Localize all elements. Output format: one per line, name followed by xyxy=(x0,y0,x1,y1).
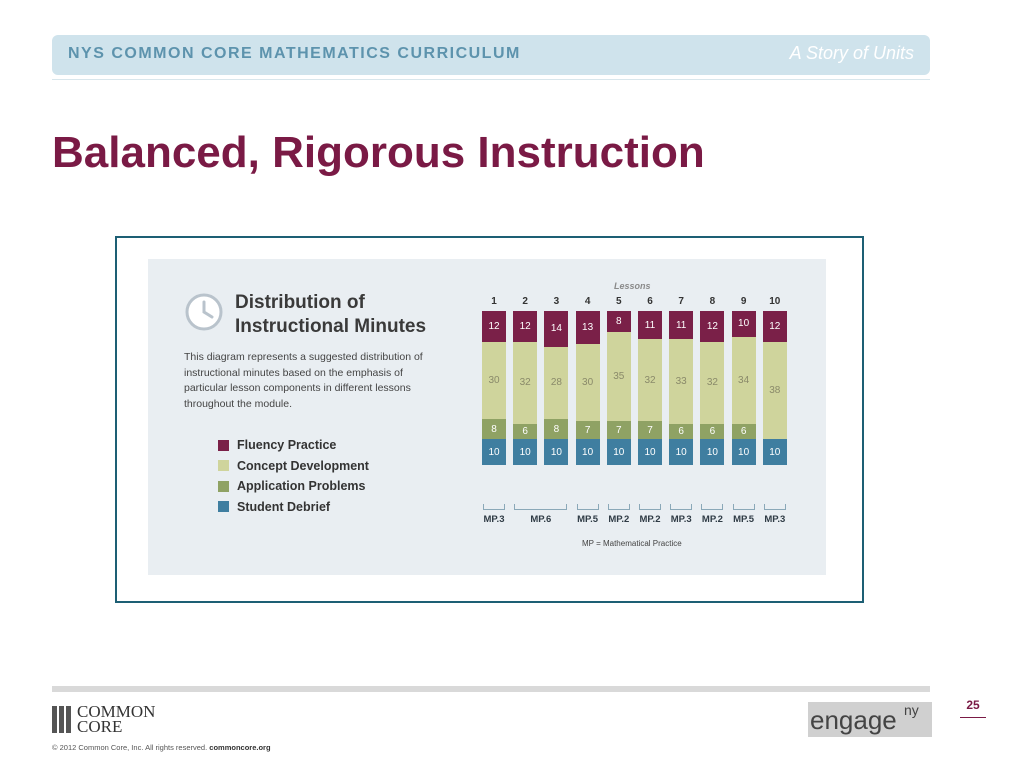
lesson-number: 3 xyxy=(553,296,560,307)
legend-swatch xyxy=(218,440,229,451)
lesson-number: 1 xyxy=(491,296,497,307)
legend-item xyxy=(218,456,369,477)
bar-segment: 11 xyxy=(669,311,693,339)
copyright-text xyxy=(52,743,271,752)
bar-lesson-1 xyxy=(482,311,506,465)
legend-item xyxy=(218,476,369,497)
bar-lesson-9 xyxy=(732,311,756,465)
engage-ny-logo xyxy=(808,702,932,737)
bar-segment: 30 xyxy=(482,342,506,419)
legend-label: Concept Development xyxy=(237,458,369,473)
chart-legend xyxy=(218,435,369,517)
logo-line2: CORE xyxy=(77,717,123,736)
header-divider xyxy=(52,79,930,80)
bar-segment: 34 xyxy=(732,337,756,424)
mp-footnote: MP = Mathematical Practice xyxy=(582,539,682,548)
lesson-number: 10 xyxy=(769,296,781,307)
bar-segment: 6 xyxy=(700,424,724,439)
mp-label: MP.2 xyxy=(639,514,661,525)
common-core-logo xyxy=(52,704,155,734)
legend-item xyxy=(218,435,369,456)
bar-segment: 10 xyxy=(482,439,506,465)
figure-title-line1: Distribution of xyxy=(235,292,365,313)
mp-bracket xyxy=(670,504,692,510)
lesson-number: 5 xyxy=(616,296,622,307)
bar-segment: 35 xyxy=(607,332,631,422)
lesson-number: 6 xyxy=(647,296,653,307)
mp-bracket xyxy=(701,504,723,510)
mp-label: MP.6 xyxy=(530,514,552,525)
mp-bracket xyxy=(608,504,630,510)
bar-lesson-5 xyxy=(607,311,631,465)
mp-label: MP.2 xyxy=(701,514,723,525)
bar-segment: 10 xyxy=(732,439,756,465)
mp-label: MP.5 xyxy=(733,514,755,525)
bar-lesson-7 xyxy=(669,311,693,465)
bar-segment: 12 xyxy=(763,311,787,342)
mp-bracket xyxy=(577,504,599,510)
bar-segment: 10 xyxy=(763,439,787,465)
legend-label: Fluency Practice xyxy=(237,438,337,453)
bar-segment: 8 xyxy=(482,419,506,440)
figure-title-line2: Instructional Minutes xyxy=(235,316,427,337)
figure-title xyxy=(235,291,426,339)
lessons-label: Lessons xyxy=(614,281,651,291)
bar-segment: 12 xyxy=(513,311,537,342)
legend-swatch xyxy=(218,460,229,471)
story-subtitle: A Story of Units xyxy=(789,43,914,63)
bar-segment: 33 xyxy=(669,339,693,424)
mp-bracket xyxy=(483,504,505,510)
lesson-number: 2 xyxy=(522,296,528,307)
bar-segment: 10 xyxy=(638,439,662,465)
curriculum-title: NYS COMMON CORE MATHEMATICS CURRICULUM xyxy=(68,45,521,62)
bar-lesson-6 xyxy=(638,311,662,465)
legend-item xyxy=(218,497,369,518)
bar-lesson-2 xyxy=(513,311,537,465)
legend-swatch xyxy=(218,481,229,492)
mp-bracket xyxy=(764,504,786,510)
common-core-logo-icon xyxy=(52,706,71,733)
bar-segment: 12 xyxy=(482,311,506,342)
lesson-number: 8 xyxy=(709,296,716,307)
bar-segment: 11 xyxy=(638,311,662,339)
bar-segment: 14 xyxy=(544,311,568,347)
mp-label: MP.3 xyxy=(764,514,786,525)
mp-label: MP.3 xyxy=(483,514,505,525)
bar-segment: 28 xyxy=(544,347,568,419)
bar-segment: 10 xyxy=(544,439,568,465)
mp-label: MP.5 xyxy=(577,514,599,525)
engage-logo-sup: ny xyxy=(904,702,919,718)
bar-segment: 7 xyxy=(576,421,600,439)
common-core-logo-text xyxy=(77,704,155,734)
bar-segment: 12 xyxy=(700,311,724,342)
bar-segment: 10 xyxy=(576,439,600,465)
header-bar xyxy=(52,35,930,75)
lesson-number: 4 xyxy=(584,296,591,307)
bar-lesson-10 xyxy=(763,311,787,465)
copyright-notice: © 2012 Common Core, Inc. All rights reserved. xyxy=(52,743,208,752)
engage-logo-text: engage xyxy=(810,705,897,735)
bar-segment: 10 xyxy=(607,439,631,465)
bar-segment: 32 xyxy=(638,339,662,421)
bar-segment: 10 xyxy=(669,439,693,465)
bar-segment: 10 xyxy=(700,439,724,465)
bar-segment: 32 xyxy=(513,342,537,424)
legend-label: Student Debrief xyxy=(237,499,331,514)
clock-icon xyxy=(185,293,223,331)
page-number: 25 xyxy=(966,698,980,712)
lesson-number: 7 xyxy=(678,296,684,307)
bar-segment: 32 xyxy=(700,342,724,424)
lesson-number: 9 xyxy=(740,296,747,307)
bar-segment: 6 xyxy=(732,424,756,439)
bar-segment: 10 xyxy=(513,439,537,465)
bar-segment: 8 xyxy=(607,311,631,332)
bar-segment: 8 xyxy=(544,419,568,440)
figure-description: This diagram represents a suggested distribution of instructional minutes based on the emphasis of particular lesson components in different lessons throughout the module. xyxy=(184,351,423,410)
legend-label: Application Problems xyxy=(237,479,366,494)
bar-segment: 38 xyxy=(763,342,787,440)
bar-lesson-3 xyxy=(544,311,568,465)
page-number-rule xyxy=(960,717,986,718)
logo-line1: COMMON xyxy=(77,702,156,721)
mp-bracket xyxy=(639,504,661,510)
slide-title: Balanced, Rigorous Instruction xyxy=(52,128,705,177)
bar-segment: 30 xyxy=(576,344,600,421)
mp-bracket xyxy=(514,504,567,510)
bar-segment: 13 xyxy=(576,311,600,344)
legend-swatch xyxy=(218,501,229,512)
bar-segment: 10 xyxy=(732,311,756,337)
bar-lesson-4 xyxy=(576,311,600,465)
mp-label: MP.2 xyxy=(608,514,630,525)
copyright-link[interactable]: commoncore.org xyxy=(209,743,271,752)
bar-lesson-8 xyxy=(700,311,724,465)
bar-chart xyxy=(482,295,787,560)
bar-segment: 7 xyxy=(607,421,631,439)
figure-panel xyxy=(148,259,826,575)
bar-segment: 6 xyxy=(513,424,537,439)
bar-segment: 6 xyxy=(669,424,693,439)
bar-segment: 7 xyxy=(638,421,662,439)
footer-divider xyxy=(52,686,930,692)
mp-bracket xyxy=(733,504,755,510)
mp-label: MP.3 xyxy=(670,514,692,525)
